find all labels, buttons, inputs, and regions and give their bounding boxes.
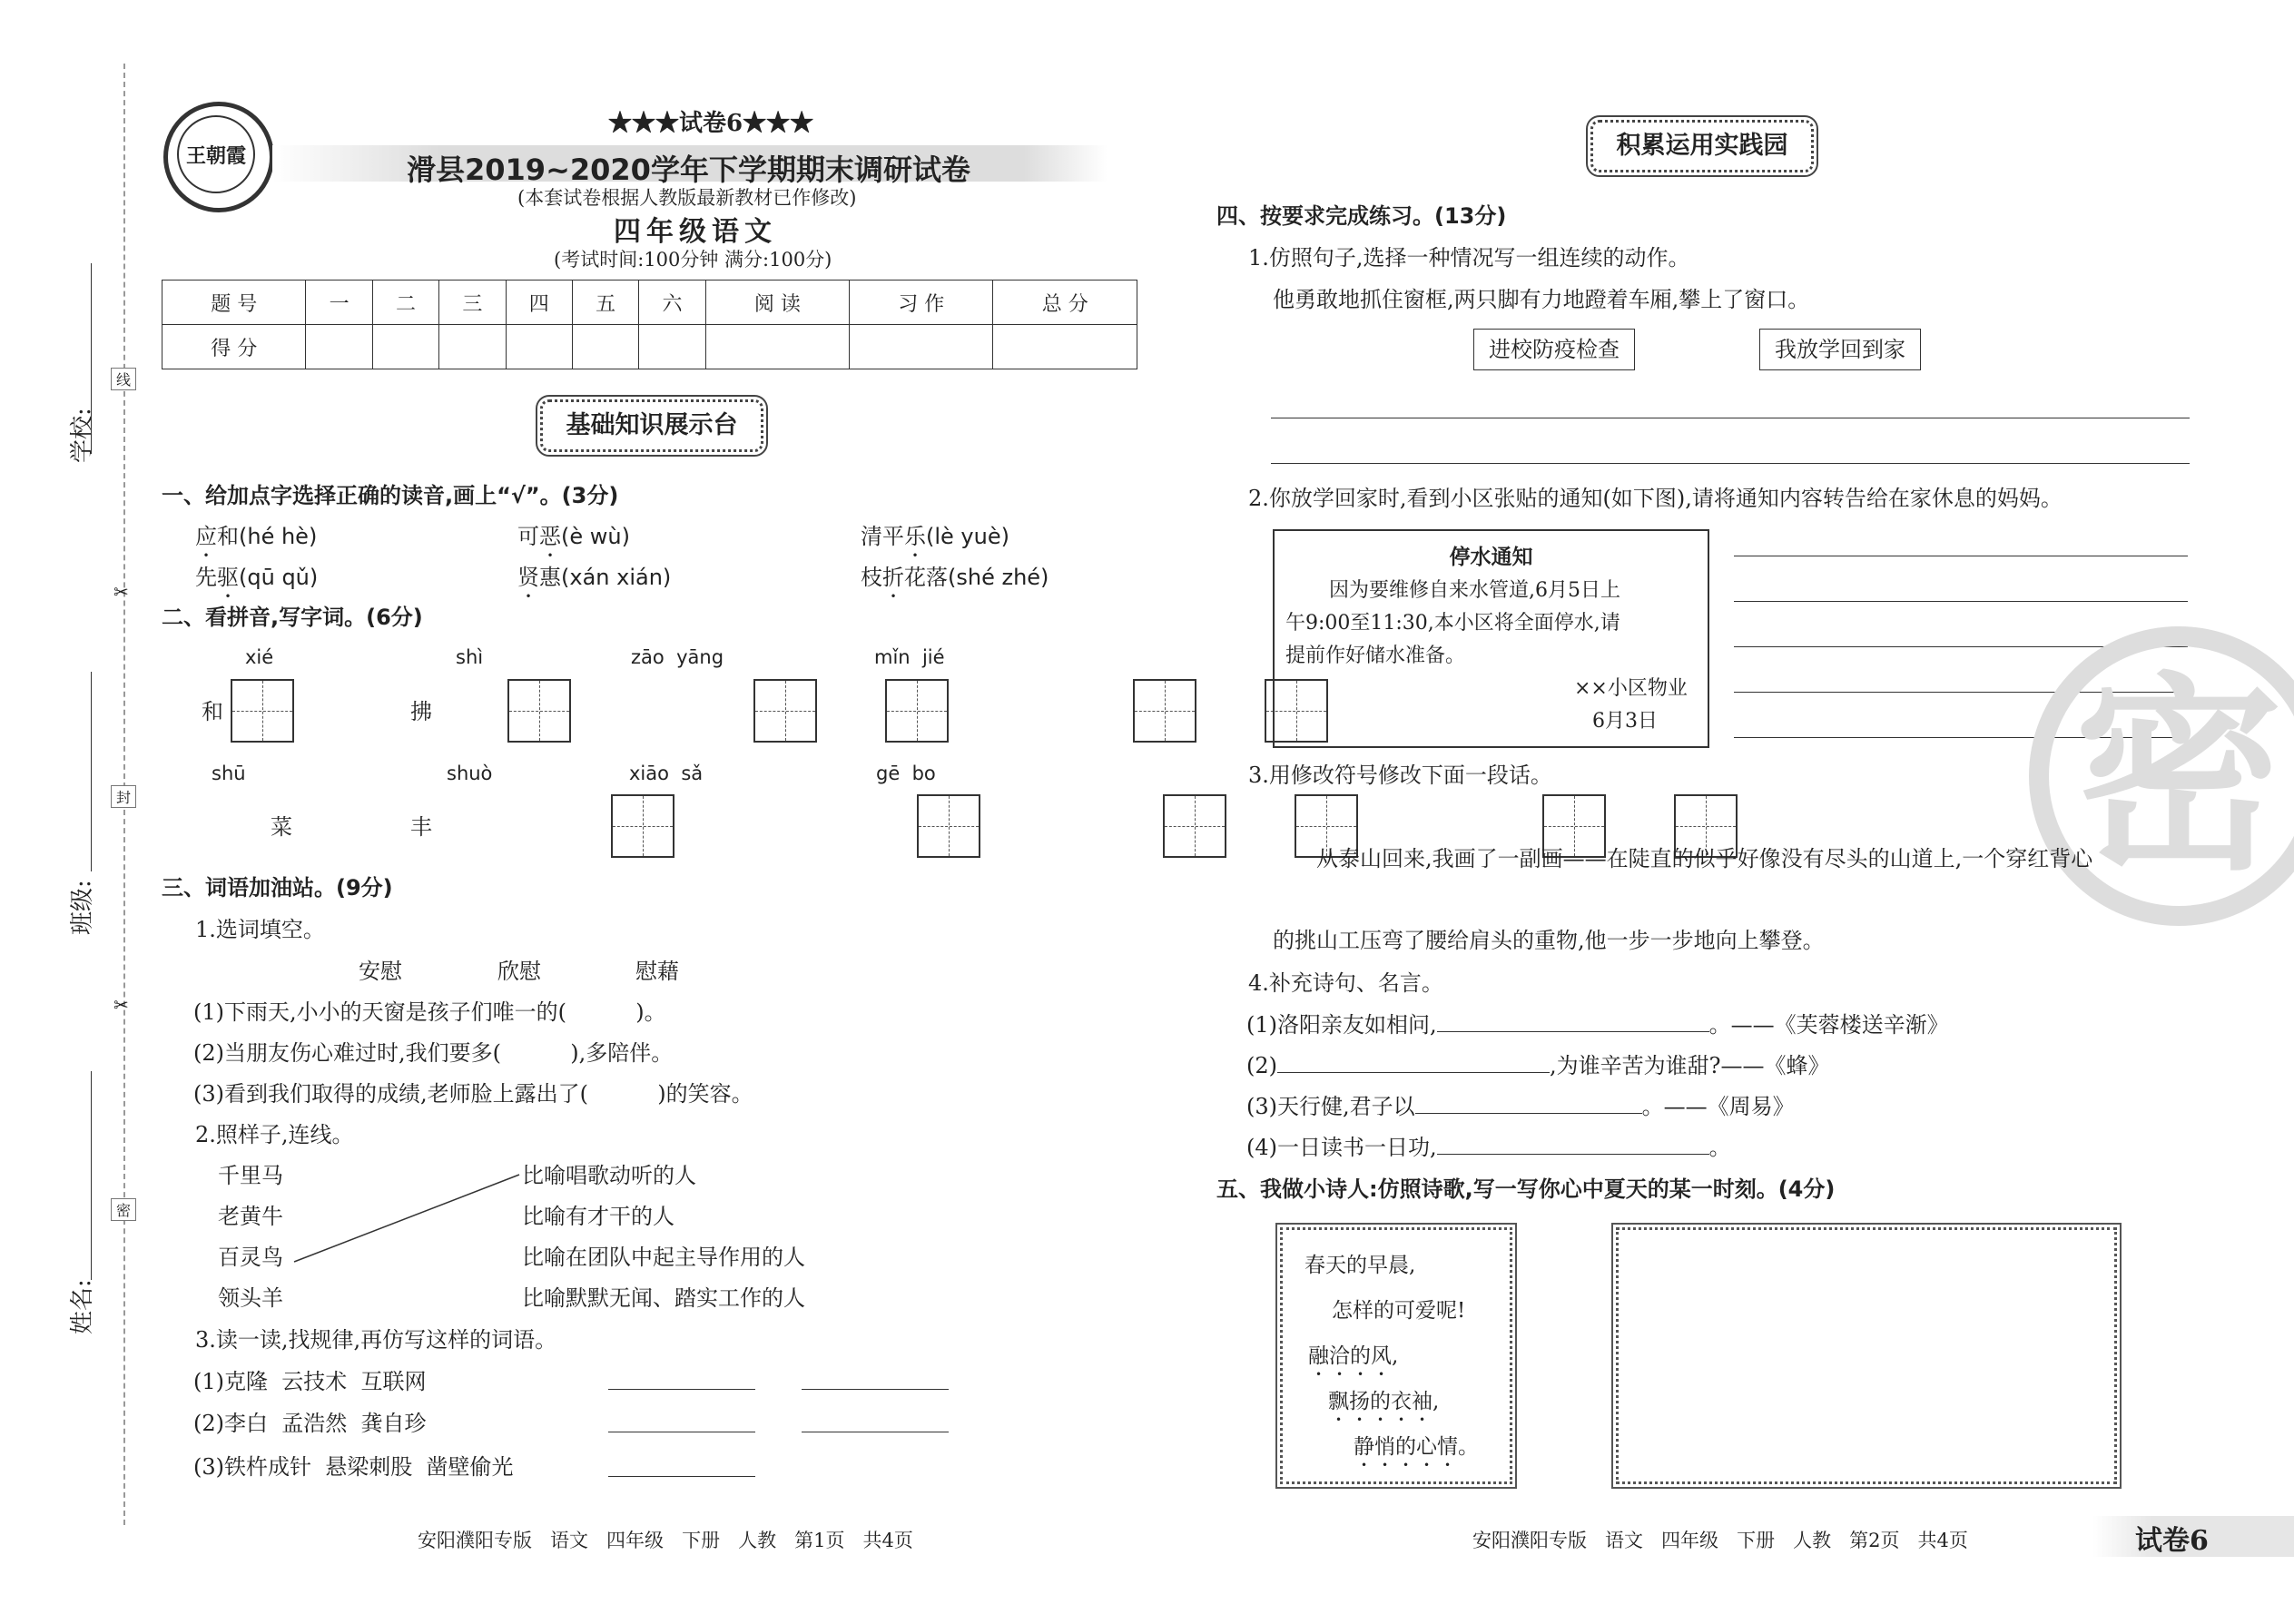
score-cell[interactable] xyxy=(572,325,638,369)
example-match-line xyxy=(290,1171,527,1271)
notice-sign: ××小区物业 xyxy=(1574,677,1688,700)
match-left[interactable]: 千里马 xyxy=(218,1163,283,1188)
q4-s2: 2.你放学回家时,看到小区张贴的通知(如下图),请将通知内容转告给在家休息的妈妈。 xyxy=(1248,486,2063,511)
pinyin: xié xyxy=(245,646,274,668)
fill-sentence: (2)当朋友伤心难过时,我们要多( ),多陪伴。 xyxy=(193,1040,674,1066)
match-right[interactable]: 比喻在团队中起主导作用的人 xyxy=(522,1245,805,1270)
match-left[interactable]: 百灵鸟 xyxy=(218,1245,283,1270)
answer-line[interactable] xyxy=(608,1476,755,1477)
table-cell: 习 作 xyxy=(850,281,993,325)
score-cell[interactable] xyxy=(705,325,849,369)
notice-line: 因为要维修自来水管道,6月5日上 xyxy=(1329,579,1620,602)
table-cell: 三 xyxy=(439,281,506,325)
scissors-icon: ✂ xyxy=(113,994,129,1016)
q1-item-3: 清平乐(lè yuè) xyxy=(861,524,1009,549)
table-cell: 得 分 xyxy=(162,325,306,369)
binding-mark-xian: 线 xyxy=(111,368,136,390)
situation-box-2[interactable]: 我放学回到家 xyxy=(1759,329,1921,370)
answer-line[interactable] xyxy=(1415,1113,1642,1114)
poem-box xyxy=(1280,1227,1512,1484)
table-cell: 六 xyxy=(639,281,705,325)
scissors-icon: ✂ xyxy=(113,581,129,603)
match-right[interactable]: 比喻唱歌动听的人 xyxy=(522,1163,696,1188)
word-choice: 安慰 xyxy=(359,959,402,984)
answer-line[interactable] xyxy=(1437,1154,1709,1155)
edit-paragraph-1[interactable]: 从泰山回来,我画了一副画——在陡直的似乎好像没有尽头的山道上,一个穿红背心 xyxy=(1316,846,2093,871)
pinyin: gē bo xyxy=(876,763,936,784)
q1-item-1: 应和(hé hè) xyxy=(195,524,318,549)
pattern-row: (3)铁杵成针 悬梁刺股 凿壁偷光 xyxy=(193,1454,514,1480)
match-right[interactable]: 比喻有才干的人 xyxy=(522,1204,674,1229)
name-line[interactable] xyxy=(91,1071,92,1280)
binding-class-label: 班级: xyxy=(69,880,96,935)
footer-left: 安阳濮阳专版 语文 四年级 下册 人教 第1页 共4页 xyxy=(418,1530,913,1551)
writing-grid[interactable] xyxy=(917,794,980,858)
poem-line: 飘扬的衣袖, xyxy=(1328,1390,1440,1413)
footer-right: 安阳濮阳专版 语文 四年级 下册 人教 第2页 共4页 xyxy=(1472,1530,1968,1551)
pinyin: shuò xyxy=(447,763,493,784)
match-right[interactable]: 比喻默默无闻、踏实工作的人 xyxy=(522,1285,805,1311)
school-line[interactable] xyxy=(91,263,92,454)
pattern-row: (1)克隆 云技术 互联网 xyxy=(193,1369,427,1394)
char-prefix: 丰 xyxy=(410,814,432,840)
fill-sentence: (3)看到我们取得的成绩,老师脸上露出了( )的笑容。 xyxy=(193,1081,753,1107)
poem-fill-2: (2) ,为谁辛苦为谁甜?——《蜂》 xyxy=(1246,1053,1830,1078)
table-cell: 一 xyxy=(306,281,372,325)
table-cell: 二 xyxy=(372,281,438,325)
match-left[interactable]: 领头羊 xyxy=(218,1285,283,1311)
q3-sub3: 3.读一读,找规律,再仿写这样的词语。 xyxy=(195,1327,557,1353)
writing-grid[interactable] xyxy=(1163,794,1226,858)
q3-sub2: 2.照样子,连线。 xyxy=(195,1122,354,1147)
q4-s1: 1.仿照句子,选择一种情况写一组连续的动作。 xyxy=(1248,245,1690,271)
score-cell[interactable] xyxy=(439,325,506,369)
poem-line: 怎样的可爱呢! xyxy=(1332,1299,1466,1323)
writing-grid[interactable] xyxy=(611,794,674,858)
notice-date: 6月3日 xyxy=(1592,710,1658,733)
poem-line: 融洽的风, xyxy=(1308,1344,1399,1368)
q1-item-2: 可恶(è wù) xyxy=(517,524,630,549)
exam-title: 滑县2019~2020学年下学期期末调研试卷 xyxy=(407,153,970,187)
writing-grid[interactable] xyxy=(231,679,294,743)
q5-title: 五、我做小诗人:仿照诗歌,写一写你心中夏天的某一时刻。(4分) xyxy=(1216,1176,1836,1202)
q4-title: 四、按要求完成练习。(13分) xyxy=(1216,203,1507,229)
pinyin: xiāo sǎ xyxy=(629,763,704,784)
pinyin: shì xyxy=(456,646,484,668)
class-line[interactable] xyxy=(91,672,92,871)
score-table xyxy=(162,280,1137,369)
paper-badge: 试卷6 xyxy=(2135,1525,2209,1557)
edit-paragraph-2[interactable]: 的挑山工压弯了腰给肩头的重物,他一步一步地向上攀登。 xyxy=(1273,928,1825,953)
notice-title: 停水通知 xyxy=(1449,546,1533,569)
q2-title: 二、看拼音,写字词。(6分) xyxy=(162,605,423,630)
char-suffix: 菜 xyxy=(271,814,292,840)
pattern-row: (2)李白 孟浩然 龚自珍 xyxy=(193,1411,427,1436)
score-cell[interactable] xyxy=(506,325,572,369)
score-cell[interactable] xyxy=(850,325,993,369)
writing-grid[interactable] xyxy=(753,679,817,743)
notice-line: 提前作好储水准备。 xyxy=(1285,645,1466,667)
confidential-watermark: 密 xyxy=(2029,626,2294,926)
poem-fill-3: (3)天行健,君子以 。——《周易》 xyxy=(1246,1094,1795,1119)
q4-example: 他勇敢地抓住窗框,两只脚有力地蹬着车厢,攀上了窗口。 xyxy=(1273,287,1810,312)
answer-line[interactable] xyxy=(802,1389,949,1390)
score-cell[interactable] xyxy=(639,325,705,369)
pinyin: zāo yāng xyxy=(631,646,724,668)
answer-line[interactable] xyxy=(608,1389,755,1390)
section-basics: 基础知识展示台 xyxy=(540,399,763,452)
logo-text: 王朝霞 xyxy=(177,115,255,193)
answer-line[interactable] xyxy=(1277,1072,1550,1073)
table-cell: 阅 读 xyxy=(705,281,849,325)
q1-title: 一、给加点字选择正确的读音,画上“√”。(3分) xyxy=(162,483,619,508)
poem-line: 静悄的心情。 xyxy=(1354,1435,1479,1459)
poem-writing-area[interactable] xyxy=(1616,1227,2117,1484)
q3-title: 三、词语加油站。(9分) xyxy=(162,875,393,901)
score-cell[interactable] xyxy=(993,325,1137,369)
writing-grid[interactable] xyxy=(507,679,571,743)
answer-line[interactable] xyxy=(1437,1031,1709,1032)
q1-item-6: 枝折花落(shé zhé) xyxy=(861,565,1049,590)
score-cell[interactable] xyxy=(372,325,438,369)
situation-box-1[interactable]: 进校防疫检查 xyxy=(1473,329,1635,370)
match-left[interactable]: 老黄牛 xyxy=(218,1204,283,1229)
fill-sentence: (1)下雨天,小小的天窗是孩子们唯一的( )。 xyxy=(193,999,666,1025)
notice-line: 午9:00至11:30,本小区将全面停水,请 xyxy=(1285,612,1620,635)
q1-item-4: 先驱(qū qǔ) xyxy=(195,565,319,590)
stars-label: ★★★试卷6★★★ xyxy=(608,110,814,137)
answer-line[interactable] xyxy=(1734,601,2188,602)
logo xyxy=(163,102,274,212)
q4-s4: 4.补充诗句、名言。 xyxy=(1248,970,1443,996)
exam-info: (考试时间:100分钟 满分:100分) xyxy=(554,249,832,271)
exam-subtitle: (本套试卷根据人教版最新教材已作修改) xyxy=(517,187,857,209)
q1-item-5: 贤惠(xán xián) xyxy=(517,565,672,590)
poem-fill-4: (4)一日读书一日功, 。 xyxy=(1246,1135,1731,1160)
binding-school-label: 学校: xyxy=(69,408,96,463)
subject-title: 四年级语文 xyxy=(614,216,777,248)
binding-mark-mi: 密 xyxy=(111,1198,136,1221)
score-cell[interactable] xyxy=(306,325,372,369)
answer-line[interactable] xyxy=(1271,463,2190,464)
pinyin: shū xyxy=(212,763,246,784)
section-practice: 积累运用实践园 xyxy=(1590,120,1814,172)
writing-grid[interactable] xyxy=(885,679,949,743)
q3-sub1: 1.选词填空。 xyxy=(195,917,325,942)
binding-name-label: 姓名: xyxy=(69,1279,96,1334)
word-choice: 欣慰 xyxy=(497,959,541,984)
notice-box xyxy=(1273,529,1709,748)
table-cell: 总 分 xyxy=(993,281,1137,325)
table-cell: 题 号 xyxy=(162,281,306,325)
poem-fill-1: (1)洛阳亲友如相问, 。——《芙蓉楼送辛渐》 xyxy=(1246,1012,1949,1038)
binding-mark-feng: 封 xyxy=(111,785,136,808)
q4-s3: 3.用修改符号修改下面一段话。 xyxy=(1248,763,1552,788)
word-choice: 慰藉 xyxy=(635,959,679,984)
table-cell: 五 xyxy=(572,281,638,325)
char-prefix: 和 xyxy=(202,699,223,724)
poem-line: 春天的早晨, xyxy=(1305,1254,1416,1277)
char-prefix: 拂 xyxy=(410,699,432,724)
writing-grid[interactable] xyxy=(1133,679,1196,743)
table-cell: 四 xyxy=(506,281,572,325)
pinyin: mǐn jié xyxy=(874,646,945,668)
